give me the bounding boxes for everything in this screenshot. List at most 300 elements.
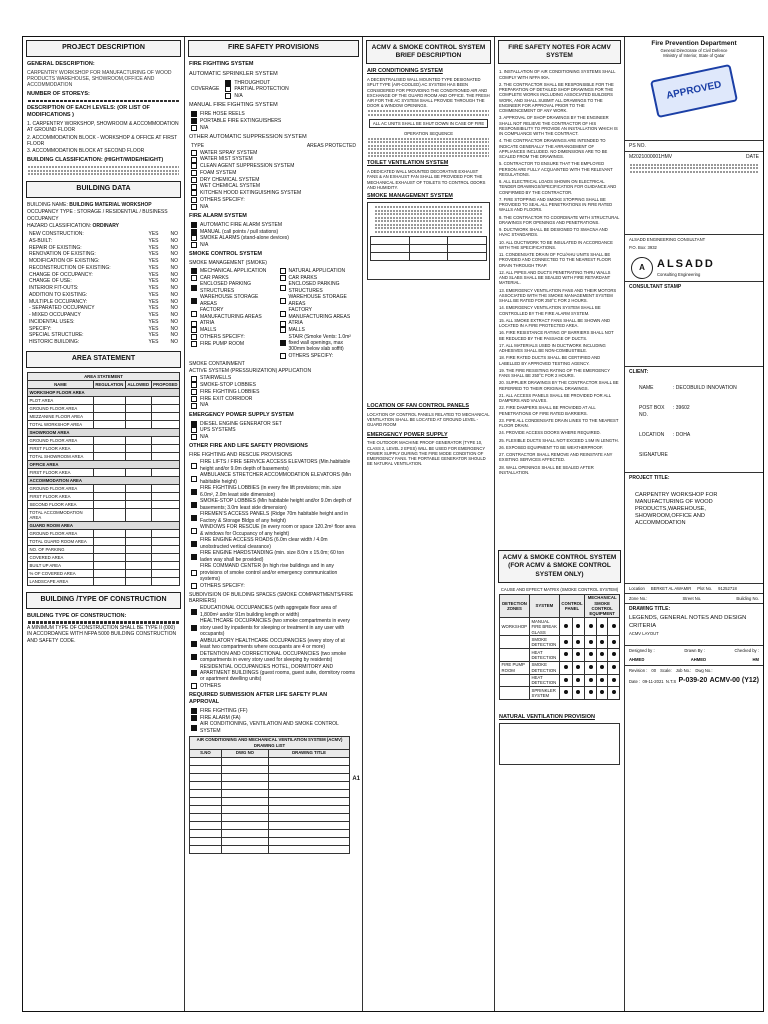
- checklist-label: MALLS: [200, 327, 217, 334]
- matrix-dot-icon: [564, 690, 568, 694]
- checklist-item: [191, 389, 356, 395]
- table-cell: [93, 437, 125, 445]
- matrix-dot-icon: [564, 652, 568, 656]
- table-row: [28, 545, 180, 553]
- no-label: NO: [170, 305, 178, 312]
- dept-name: Fire Prevention Department: [651, 40, 737, 47]
- matrix-cell: [572, 618, 585, 636]
- table-cell: [151, 569, 179, 577]
- checkbox[interactable]: [191, 222, 197, 228]
- checkbox[interactable]: [191, 111, 197, 117]
- checkbox[interactable]: [191, 421, 197, 427]
- table-row: [28, 485, 180, 493]
- checkbox[interactable]: [191, 654, 197, 660]
- table-cell: [151, 501, 179, 509]
- no-label: NO: [170, 231, 178, 238]
- building-item: [29, 332, 178, 338]
- checklist-item: [280, 353, 357, 359]
- checkbox[interactable]: [225, 80, 231, 86]
- building-item-label: RECONSTRUCTION OF EXISTING:: [29, 264, 111, 271]
- matrix-cell: [559, 649, 572, 662]
- checklist-label: AMBULATORY HEALTHCARE OCCUPANCIES (every story of at least two compartments where occupants are 4 or more): [200, 637, 345, 650]
- system-cell: SMOKE DETECTION: [529, 636, 559, 649]
- checkbox[interactable]: [191, 311, 197, 317]
- checklist-label: KITCHEN HOOD EXTINGUISHING SYSTEM: [200, 190, 302, 197]
- note-item: 21. ALL ACCESS PANELS SHALL BE PROVIDED FOR ALL DAMPERS AND VALVES.: [499, 392, 611, 403]
- checkbox[interactable]: [191, 150, 197, 156]
- checkbox[interactable]: [191, 235, 197, 241]
- checkbox[interactable]: [191, 229, 197, 235]
- notes-header: FIRE SAFETY NOTES FOR ACMV SYSTEM: [498, 40, 621, 64]
- table-cell: LANDSCAPE AREA: [28, 577, 94, 585]
- building-item: [29, 245, 178, 251]
- yes-no: [148, 312, 178, 318]
- job-no: P-039-20: [678, 676, 708, 684]
- area-group-row: [28, 521, 180, 529]
- yes-label: YES: [148, 332, 159, 339]
- checkbox[interactable]: [191, 157, 197, 163]
- table-cell: GROUND FLOOR AREA: [28, 529, 94, 537]
- checkbox[interactable]: [280, 321, 286, 327]
- table-cell: [151, 561, 179, 569]
- checklist-label: WET CHEMICAL SYSTEM: [200, 183, 261, 190]
- matrix-dot-icon: [576, 652, 580, 656]
- coverage-option: [225, 86, 288, 92]
- note-item: 20. SUPPLIER DRAWINGS BY THE CONTRACTOR SHALL BE REFERRED TO THEIR ORIGINAL DRAWINGS.: [499, 380, 619, 391]
- no-label: NO: [170, 258, 178, 265]
- table-cell: [151, 397, 179, 405]
- checkbox[interactable]: [225, 86, 231, 92]
- ac-system-text: A DECENTRALISED WALL MOUNTED TYPE DESIGNATED SPLIT TYPE (AIR-COOLED) AC SYSTEM HAS BEEN CONSIDERED FOR PROVIDING THE CONDITIONED AIR AND EXCHANGE OF THE GUARD ROOM AND OFFICE. THE FRESH AIR FOR THE AC SYSTEM SHALL PROVIDE THROUGH THE DOOR & WINDOW OPENINGS.: [367, 77, 490, 109]
- matrix-dot-icon: [564, 665, 568, 669]
- checklist-item: [191, 327, 268, 333]
- table-cell: [221, 797, 268, 805]
- construction-text: A MINIMUM TYPE OF CONSTRUCTION SHALL BE TYPE II (000) IN ACCORDANCE WITH NFPA 5000 BUILDING CONSTRUCTION AND SAFETY CODE.: [27, 625, 177, 644]
- checklist-label: FIRE EXIT CORRIDOR: [200, 395, 253, 402]
- table-cell: [221, 773, 268, 781]
- location-label: LOCATION: [639, 431, 665, 438]
- yes-no: [148, 339, 178, 345]
- table-row: [28, 493, 180, 501]
- drawing-col-dwgno: DWG NO: [221, 749, 268, 757]
- checkbox[interactable]: [191, 528, 197, 534]
- checklist-label: WATER MIST SYSTEM: [200, 156, 253, 163]
- note-item: 1. INSTALLATION OF AIR CONDITIONING SYSTEMS SHALL COMPLY WITH NFPA 90A.: [499, 69, 616, 80]
- area-table: [27, 372, 180, 586]
- checkbox[interactable]: [191, 625, 197, 631]
- checkbox[interactable]: [191, 327, 197, 333]
- checkbox[interactable]: [191, 382, 197, 388]
- checkbox[interactable]: [191, 190, 197, 196]
- checkbox[interactable]: [191, 583, 197, 589]
- coverage-label: COVERAGE: [191, 86, 220, 93]
- checklist-label: HEALTHCARE OCCUPANCIES (two smoke compartments in every story used by inpatients for sleeping or treatment in any user with occupants): [200, 618, 350, 637]
- operation-sequence-title: OPERATION SEQUENCE: [403, 130, 454, 136]
- table-row: [28, 445, 180, 453]
- checkbox[interactable]: [191, 389, 197, 395]
- table-cell: [190, 789, 222, 797]
- table-cell: [125, 569, 151, 577]
- building-item: [29, 285, 178, 291]
- checklist-label: FIRE FIGHTING LOBBIES: [200, 388, 260, 395]
- scale-label: Scale:: [660, 667, 672, 673]
- table-cell: [151, 553, 179, 561]
- checkbox[interactable]: [191, 427, 197, 433]
- checklist-item: [191, 118, 356, 124]
- zone-cell: [500, 674, 530, 687]
- cause-effect-table: [499, 594, 620, 700]
- system-label: SYSTEM: [529, 594, 559, 617]
- checkbox[interactable]: [191, 434, 197, 440]
- checkbox[interactable]: [191, 285, 197, 291]
- checklist-label: FIRE ALARM (FA): [200, 714, 241, 721]
- checkbox[interactable]: [191, 321, 197, 327]
- no-label: NO: [170, 264, 178, 271]
- checklist-label: FIRE HOSE REELS: [200, 111, 245, 118]
- table-row: [28, 509, 180, 522]
- checklist-item: [191, 320, 268, 326]
- client-label: CLIENT:: [625, 366, 763, 377]
- checklist-label: CLEAN AGENT SUPPRESSION SYSTEM: [200, 163, 295, 170]
- table-row: [190, 757, 350, 765]
- matrix-cell: [596, 649, 608, 662]
- emergency-power-supply-title: EMERGENCY POWER SUPPLY: [367, 431, 448, 438]
- table-row: [190, 797, 350, 805]
- table-cell: [125, 405, 151, 413]
- drawing-title: LEGENDS, GENERAL NOTES AND DESIGN CRITERIA: [629, 615, 747, 629]
- table-cell: TOTAL SHOWROOM AREA: [28, 453, 94, 461]
- note-item: 16. FIRE RESISTANCE RATING OF BARRIERS SHALL NOT BE REDUCED BY THE PASSAGE OF DUCTS.: [499, 330, 614, 341]
- checklist-label: SMOKE-STOP LOBBIES: [200, 382, 256, 389]
- checklist-item: [191, 334, 268, 340]
- yes-label: YES: [148, 278, 159, 285]
- project-description-header: PROJECT DESCRIPTION: [26, 40, 181, 57]
- yes-label: YES: [148, 312, 159, 319]
- table-cell: [93, 413, 125, 421]
- suppression-title: OTHER AUTOMATIC SUPPRESSION SYSTEM: [189, 134, 307, 141]
- checkbox[interactable]: [191, 163, 197, 169]
- table-cell: MEZZANINE FLOOR AREA: [28, 413, 94, 421]
- no-label: NO: [170, 325, 178, 332]
- table-cell: [125, 553, 151, 561]
- fire-alarm-title: FIRE ALARM SYSTEM: [189, 212, 247, 219]
- table-cell: [151, 453, 179, 461]
- checkbox[interactable]: [191, 570, 197, 576]
- table-cell: [93, 561, 125, 569]
- checkbox[interactable]: [191, 170, 197, 176]
- checkbox[interactable]: [191, 204, 197, 210]
- checklist-item: [191, 235, 356, 241]
- ps-label: PS NO.: [629, 142, 646, 149]
- checklist-item: [191, 150, 356, 156]
- table-cell: FIRST FLOOR AREA: [28, 469, 94, 477]
- yes-label: YES: [148, 318, 159, 325]
- checkbox[interactable]: [191, 725, 197, 731]
- building-item: [29, 339, 178, 345]
- table-cell: TOTAL ACCOMMODATION AREA: [28, 509, 94, 522]
- checkbox[interactable]: [191, 641, 197, 647]
- matrix-dot-icon: [600, 678, 604, 682]
- checkbox[interactable]: [191, 609, 197, 615]
- table-cell: [269, 757, 350, 765]
- building-item-label: INTERIOR FIT-OUTS:: [29, 285, 79, 292]
- yes-no: [148, 305, 178, 311]
- pobox: : 39602: [673, 405, 690, 412]
- checkbox[interactable]: [280, 327, 286, 333]
- note-item: 2. THE CONTRACTOR SHALL BE RESPONSIBLE FOR THE PREPARATION OF DETAILED SHOP DRAWINGS FOR THE COMPLETE WORKS INCLUDING ASSOCIATED BUILDERS WORK, AND SHALL SUBMIT ALL DRAWINGS TO THE ENGINEER FOR APPROVAL PRIOR TO THE COMMENCEMENT OF ANY WORK.: [499, 81, 614, 113]
- checklist-item: [191, 563, 356, 582]
- table-cell: [190, 845, 222, 853]
- cause-effect-title: CAUSE AND EFFECT MATRIX (SMOKE CONTROL SYSTEM): [500, 586, 619, 592]
- area-group-title: SHOWROOM AREA: [28, 429, 180, 437]
- checkbox[interactable]: [280, 285, 286, 291]
- building-item: [29, 299, 178, 305]
- table-cell: [190, 797, 222, 805]
- checklist-label: FACTORY MANUFACTURING AREAS: [200, 307, 262, 320]
- checkbox[interactable]: [191, 683, 197, 689]
- checkbox[interactable]: [191, 334, 197, 340]
- plot-label: Plot No.: [697, 585, 713, 591]
- matrix-dot-icon: [589, 665, 593, 669]
- matrix-dot-icon: [612, 690, 616, 694]
- yes-no: [148, 292, 178, 298]
- checklist-item: [191, 163, 356, 169]
- matrix-dot-icon: [612, 624, 616, 628]
- checkbox[interactable]: [191, 118, 197, 124]
- table-cell: COVERED AREA: [28, 553, 94, 561]
- system-cell: SPRINKLER SYSTEM: [529, 687, 559, 700]
- area-group-row: [28, 429, 180, 437]
- matrix-dot-icon: [564, 678, 568, 682]
- matrix-dot-icon: [589, 652, 593, 656]
- checklist-item: [191, 664, 356, 683]
- drawing-list-title: AIR CONDITIONING AND MECHANICAL VENTILATION SYSTEM (ACMV) DRAWING LIST: [190, 736, 350, 749]
- checkbox[interactable]: [191, 554, 197, 560]
- checklist-item: [191, 204, 356, 210]
- checklist-item: [191, 459, 356, 472]
- note-item: 17. ALL MATERIALS USED IN DUCTWORK INCLUDING ADHESIVES SHALL BE NON-COMBUSTIBLE.: [499, 342, 606, 353]
- yes-no: [148, 231, 178, 237]
- system-cell: SMOKE DETECTION: [529, 661, 559, 674]
- checklist-label: WATER SPRAY SYSTEM: [200, 149, 258, 156]
- table-row: [500, 687, 620, 700]
- toilet-ventilation-text: A DEDICATED WALL MOUNTED DECORATIVE EXHAUST FANS & AN EXHAUST FAN SHALL BE PROVIDED FOR THE MECHANICAL EXHAUST OF TOILETS TO CONTROL ODORS AND HUMIDITY.: [367, 169, 486, 190]
- checklist-label: MALLS: [288, 327, 305, 334]
- table-cell: [93, 405, 125, 413]
- checkbox[interactable]: [191, 184, 197, 190]
- checklist-item: [191, 511, 356, 524]
- no-label: NO: [170, 285, 178, 292]
- table-cell: [269, 797, 350, 805]
- table-cell: [221, 813, 268, 821]
- table-cell: [221, 845, 268, 853]
- checkbox[interactable]: [191, 242, 197, 248]
- yes-label: YES: [148, 305, 159, 312]
- checklist-label: FIRE ENGINE ACCESS ROADS (6.0m clear width / 4.0m unobstructed vertical clearance): [200, 537, 328, 550]
- checkbox[interactable]: [191, 376, 197, 382]
- checkbox[interactable]: [191, 275, 197, 281]
- checkbox[interactable]: [191, 489, 197, 495]
- smoke-management-box: [367, 202, 490, 280]
- yes-no: [148, 251, 178, 257]
- fan-panel-title: LOCATION OF FAN CONTROL PANELS: [367, 402, 470, 409]
- table-cell: NO. OF PARKING: [28, 545, 94, 553]
- checklist-item: [191, 170, 356, 176]
- table-row: [28, 421, 180, 429]
- matrix-cell: [608, 636, 620, 649]
- table-cell: [125, 485, 151, 493]
- yes-no: [148, 265, 178, 271]
- table-cell: [269, 845, 350, 853]
- checkbox[interactable]: [191, 670, 197, 676]
- acmv-header: ACMV & SMOKE CONTROL SYSTEM BRIEF DESCRIPTION: [366, 40, 491, 64]
- table-cell: [269, 789, 350, 797]
- checkbox[interactable]: [191, 463, 197, 469]
- table-cell: [151, 537, 179, 545]
- area-group-row: [28, 461, 180, 469]
- checkbox[interactable]: [191, 715, 197, 721]
- consultant-stamp-label: CONSULTANT STAMP: [625, 281, 763, 292]
- dwg-label: Dwg No.:: [695, 667, 713, 673]
- table-cell: [125, 445, 151, 453]
- no-label: NO: [170, 237, 178, 244]
- yes-no: [148, 285, 178, 291]
- checkbox[interactable]: [280, 311, 286, 317]
- plot: 91252718: [718, 585, 737, 591]
- building-no-label: Building No.: [736, 595, 759, 601]
- matrix-cell: [572, 649, 585, 662]
- system-cell: HEAT DETECTION: [529, 649, 559, 662]
- table-cell: [151, 421, 179, 429]
- checkbox[interactable]: [191, 403, 197, 409]
- checkbox[interactable]: [280, 275, 286, 281]
- yes-no: [148, 238, 178, 244]
- matrix-dot-icon: [589, 690, 593, 694]
- checkbox[interactable]: [191, 502, 197, 508]
- general-description-text: CARPENTRY WORKSHOP FOR MANUFACTURING OF WOOD PRODUCTS WAREHOUSE, SHOWROOM,OFFICE AND ACCOMMODATION: [27, 69, 172, 89]
- matrix-cell: [585, 687, 597, 700]
- detection-zones-label: DETECTION ZONES: [500, 594, 530, 617]
- table-row: [500, 661, 620, 674]
- checklist-label: WAREHOUSE STORAGE AREAS: [200, 294, 259, 307]
- checkbox[interactable]: [191, 197, 197, 203]
- table-row: [28, 569, 180, 577]
- side-marker: A1: [352, 775, 360, 782]
- table-cell: [93, 509, 125, 522]
- sprinkler-title: AUTOMATIC SPRINKLER SYSTEM: [189, 70, 278, 77]
- note-item: 24. PROVIDE ACCESS DOORS WHERE REQUIRED.: [499, 430, 601, 436]
- checkbox[interactable]: [191, 476, 197, 482]
- matrix-cell: [596, 618, 608, 636]
- checkbox[interactable]: [225, 93, 231, 99]
- checkbox[interactable]: [191, 396, 197, 402]
- table-row: [500, 636, 620, 649]
- table-cell: [125, 577, 151, 585]
- table-cell: [93, 553, 125, 561]
- checklist-label: OTHERS: [200, 682, 221, 689]
- matrix-cell: [596, 636, 608, 649]
- checklist-label: N/A: [200, 242, 209, 249]
- drawn-by: AHMED: [690, 657, 707, 663]
- column-acmv: [363, 37, 495, 1011]
- matrix-cell: [608, 687, 620, 700]
- checkbox[interactable]: [191, 341, 197, 347]
- yes-no: [148, 332, 178, 338]
- checklist-item: [191, 427, 356, 433]
- logo-mark-icon: A: [631, 257, 653, 279]
- building-item: [29, 238, 178, 244]
- table-cell: [269, 837, 350, 845]
- table-cell: [125, 501, 151, 509]
- zone-cell: [500, 687, 530, 700]
- area-col-proposed: PROPOSED: [153, 381, 178, 387]
- checkbox[interactable]: [280, 353, 286, 359]
- table-cell: [269, 821, 350, 829]
- checkbox[interactable]: [280, 340, 286, 346]
- matrix-cell: [608, 618, 620, 636]
- table-cell: [93, 485, 125, 493]
- zone-cell: FIRE PUMP ROOM: [500, 661, 530, 674]
- note-item: 9. DUCTWORK SHALL BE DESIGNED TO SMACNA AND HVAC STANDARDS.: [499, 227, 608, 238]
- drawing-sub: ACMV LAYOUT: [629, 630, 659, 636]
- table-cell: [221, 821, 268, 829]
- table-cell: [125, 509, 151, 522]
- matrix-dot-icon: [612, 678, 616, 682]
- matrix-cell: [559, 661, 572, 674]
- checkbox[interactable]: [280, 298, 286, 304]
- table-cell: [125, 529, 151, 537]
- checklist-label: N/A: [200, 402, 209, 409]
- checklist-item: [191, 550, 356, 563]
- fire-safety-header: FIRE SAFETY PROVISIONS: [188, 40, 359, 57]
- column-fire-safety: [185, 37, 363, 1011]
- zone-label: Zone No.:: [629, 595, 648, 601]
- yes-label: YES: [148, 291, 159, 298]
- checklist-label: EDUCATIONAL OCCUPANCIES (with aggregate floor area of 1,800m² and/or 91m building length or width): [200, 605, 337, 618]
- checklist-item: [191, 708, 356, 714]
- table-cell: [93, 501, 125, 509]
- table-cell: [190, 821, 222, 829]
- building-data-header: BUILDING DATA: [26, 181, 181, 198]
- checkbox[interactable]: [191, 515, 197, 521]
- drawing-col-sno: S.NO: [190, 749, 222, 757]
- checklist-item: [191, 341, 268, 347]
- area-col-regulation: REGULATION: [95, 381, 124, 387]
- table-cell: TOTAL WORKSHOP AREA: [28, 421, 94, 429]
- date2: 09-11-2021: [642, 678, 664, 684]
- checkbox[interactable]: [191, 541, 197, 547]
- building-item: [29, 265, 178, 271]
- checklist-label: ENCLOSED PARKING STRUCTURES: [288, 281, 340, 294]
- checkbox[interactable]: [191, 177, 197, 183]
- building-item: [29, 251, 178, 257]
- checked-by: HM: [752, 657, 759, 663]
- note-item: 14. EMERGENCY VENTILATION SYSTEM SHALL BE CONTROLLED BY THE FIRE ALARM SYSTEM.: [499, 305, 601, 316]
- checklist-label: AMBULANCE STRETCHER ACCOMMODATION ELEVATORS (Min habitable height): [200, 472, 352, 485]
- checklist-label: DRY CHEMICAL SYSTEM: [200, 176, 260, 183]
- note-item: 8. THE CONTRACTOR TO COORDINATE WITH STRUCTURAL DRAWINGS FOR OPENINGS AND PENETRATIONS.: [499, 214, 620, 225]
- checkbox[interactable]: [191, 708, 197, 714]
- checkbox[interactable]: [191, 298, 197, 304]
- checked-label: Checked by :: [734, 648, 759, 654]
- building-item-label: SPECIAL STRUCTURE:: [29, 332, 84, 339]
- checkbox[interactable]: [191, 125, 197, 131]
- building-item-label: SPECIFY:: [29, 325, 52, 332]
- building-item-label: CHANGE OF USE:: [29, 278, 72, 285]
- table-cell: [269, 765, 350, 773]
- note-item: 3. APPROVAL OF SHOP DRAWINGS BY THE ENGINEER SHALL NOT RELIEVE THE CONTRACTOR OF HIS RESPONSIBILITY TO PROVIDE AN INSTALLATION WHICH IS IN COMPLIANCE WITH THE CONTRACT.: [499, 115, 618, 136]
- table-cell: [151, 493, 179, 501]
